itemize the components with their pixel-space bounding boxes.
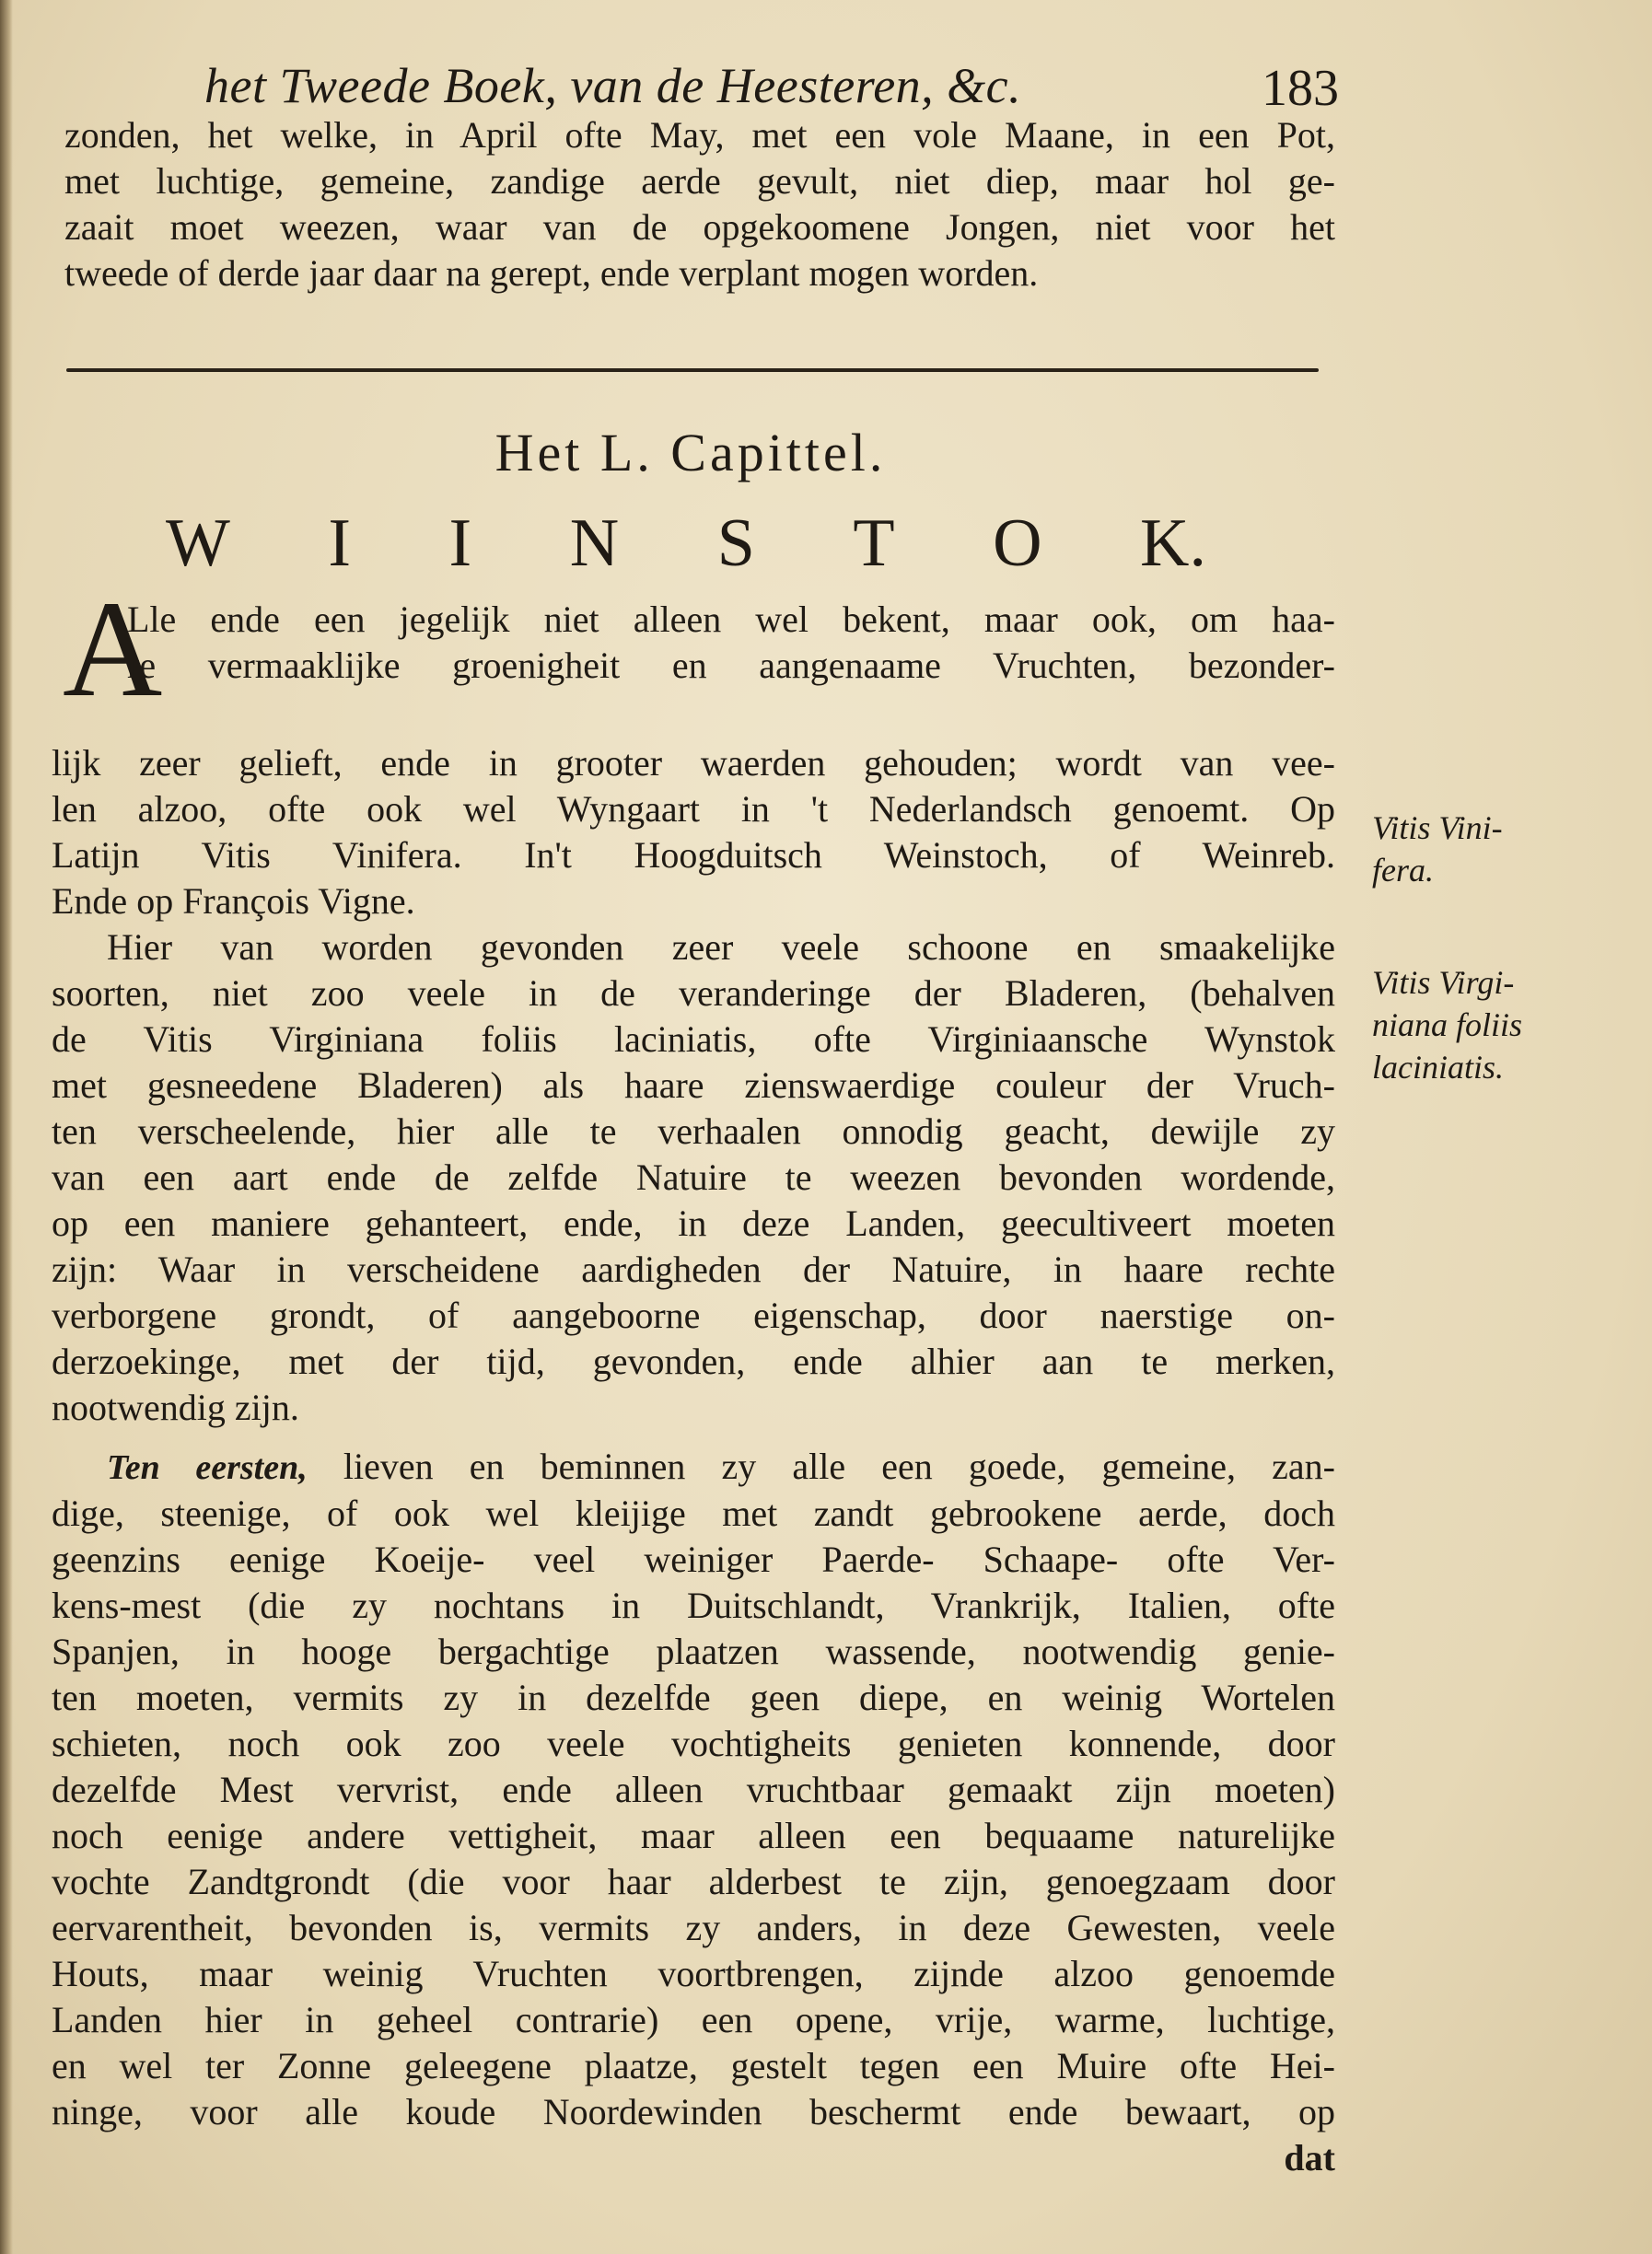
text-line: ten moeten, vermits zy in dezelfde geen diepe, en weinig Wortelen xyxy=(52,1677,1335,1718)
catchword: dat xyxy=(1284,2137,1335,2178)
running-head: het Tweede Boek, van de Heesteren, &c. xyxy=(204,58,1022,113)
page-binding-edge xyxy=(0,0,13,2254)
page-number: 183 xyxy=(1262,60,1339,117)
text-line: schieten, noch ook zoo veele vochtigheits genieten konnende, door xyxy=(52,1723,1335,1764)
text-line: van een aart ende de zelfde Natuire te weezen bevonden wordende, xyxy=(52,1156,1335,1198)
margin-note-line: Vitis Virgi- xyxy=(1372,964,1515,1001)
text-line: Latijn Vitis Vinifera. In't Hoogduitsch Weinstoch, of Weinreb. xyxy=(52,834,1335,876)
title-letter: T xyxy=(853,505,895,581)
text-line: vochte Zandtgrondt (die voor haar alderbest te zijn, genoegzaam door xyxy=(52,1861,1335,1902)
section-divider xyxy=(66,368,1319,372)
text-line: en wel ter Zonne geleegene plaatze, gestelt tegen een Muire ofte Hei- xyxy=(52,2045,1335,2086)
text-line: derzoekinge, met der tijd, gevonden, ende alhier aan te merken, xyxy=(52,1341,1335,1382)
margin-note-line: niana foliis xyxy=(1372,1006,1523,1043)
text-line: Houts, maar weinig Vruchten voortbrengen, zijnde alzoo genoemde xyxy=(52,1953,1335,1994)
text-line: met gesneedene Bladeren) als haare zienswaerdige couleur der Vruch- xyxy=(52,1064,1335,1106)
text-line: noch eenige andere vettigheit, maar alleen een bequaame naturelijke xyxy=(52,1815,1335,1856)
text-line: Landen hier in geheel contrarie) een opene, vrije, warme, luchtige, xyxy=(52,1999,1335,2040)
title-letter: S xyxy=(716,505,755,581)
opening-lines-beside-cap xyxy=(127,597,1335,689)
text-line: dezelfde Mest vervrist, ende alleen vruchtbaar gemaakt zijn moeten) xyxy=(52,1769,1335,1810)
text-line: len alzoo, ofte ook wel Wyngaart in 't Nederlandsch genoemt. Op xyxy=(52,788,1335,830)
text-line: Ende op François Vigne. xyxy=(52,880,415,922)
chapter-heading: Het L. Capittel. xyxy=(494,423,887,482)
drop-cap: A xyxy=(63,573,163,726)
text-line: ninge, voor alle koude Noordewinden beschermt ende bewaart, op xyxy=(52,2091,1335,2132)
text-line-with-lead xyxy=(52,1444,1335,1491)
margin-note-vitis-vinifera xyxy=(1372,807,1648,891)
text-line: verborgene grondt, of aangeboorne eigenschap, door naerstige on- xyxy=(52,1295,1335,1336)
text-span: lieven en beminnen zy alle een goede, gemeine, zan- xyxy=(343,1446,1336,1487)
text-line: kens-mest (die zy nochtans in Duitschlandt, Vrankrijk, Italien, ofte xyxy=(52,1585,1335,1626)
text-line: ten verscheelende, hier alle te verhaalen onnodig geacht, dewijle zy xyxy=(52,1110,1335,1152)
title-letter: N xyxy=(569,505,620,581)
title-letter: O xyxy=(993,505,1042,581)
text-line: soorten, niet zoo veele in de veranderinge der Bladeren, (behalven xyxy=(52,972,1335,1014)
paragraph-lead: Ten eersten, xyxy=(107,1448,308,1487)
text-line: Lle ende een jegelijk niet alleen wel bekent, maar ook, om haa- xyxy=(127,598,1335,640)
text-line: zaait moet weezen, waar van de opgekoomene Jongen, niet voor het xyxy=(64,206,1335,248)
margin-note-line: laciniatis. xyxy=(1372,1049,1504,1086)
top-paragraph xyxy=(64,112,1335,296)
margin-note-vitis-virginiana xyxy=(1372,961,1648,1088)
title-letter: K. xyxy=(1140,505,1206,581)
main-text xyxy=(52,740,1335,2181)
text-line: dige, steenige, of ook wel kleijige met zandt gebrookene aerde, doch xyxy=(52,1493,1335,1534)
text-line: de Vitis Virginiana foliis laciniatis, ofte Virginiaansche Wynstok xyxy=(52,1018,1335,1060)
text-line: re vermaaklijke groenigheit en aangenaame Vruchten, bezonder- xyxy=(127,645,1335,686)
title-letter: W xyxy=(166,505,230,581)
text-line: zijn: Waar in verscheidene aardigheden der Natuire, in haare rechte xyxy=(52,1249,1335,1290)
text-line: lijk zeer gelieft, ende in grooter waerden gehouden; wordt van vee- xyxy=(52,742,1335,784)
margin-note-line: Vitis Vini- xyxy=(1372,809,1503,846)
text-line: met luchtige, gemeine, zandige aerde gevult, niet diep, maar hol ge- xyxy=(64,160,1335,202)
title-letter: I xyxy=(328,505,352,581)
chapter-title xyxy=(166,505,1206,583)
text-line: Spanjen, in hooge bergachtige plaatzen wassende, nootwendig genie- xyxy=(52,1631,1335,1672)
text-line: tweede of derde jaar daar na gerept, ende verplant mogen worden. xyxy=(64,252,1039,294)
margin-note-line: fera. xyxy=(1372,852,1434,889)
title-letter: I xyxy=(448,505,472,581)
text-line: nootwendig zijn. xyxy=(52,1387,299,1428)
text-line: Hier van worden gevonden zeer veele schoone en smaakelijke xyxy=(107,926,1335,968)
text-line: eervarentheit, bevonden is, vermits zy anders, in deze Gewesten, veele xyxy=(52,1907,1335,1948)
text-line: op een maniere gehanteert, ende, in deze Landen, geecultiveert moeten xyxy=(52,1203,1335,1244)
text-line: zonden, het welke, in April ofte May, met een vole Maane, in een Pot, xyxy=(64,114,1335,156)
text-line: geenzins eenige Koeije- veel weiniger Paerde- Schaape- ofte Ver- xyxy=(52,1539,1335,1580)
